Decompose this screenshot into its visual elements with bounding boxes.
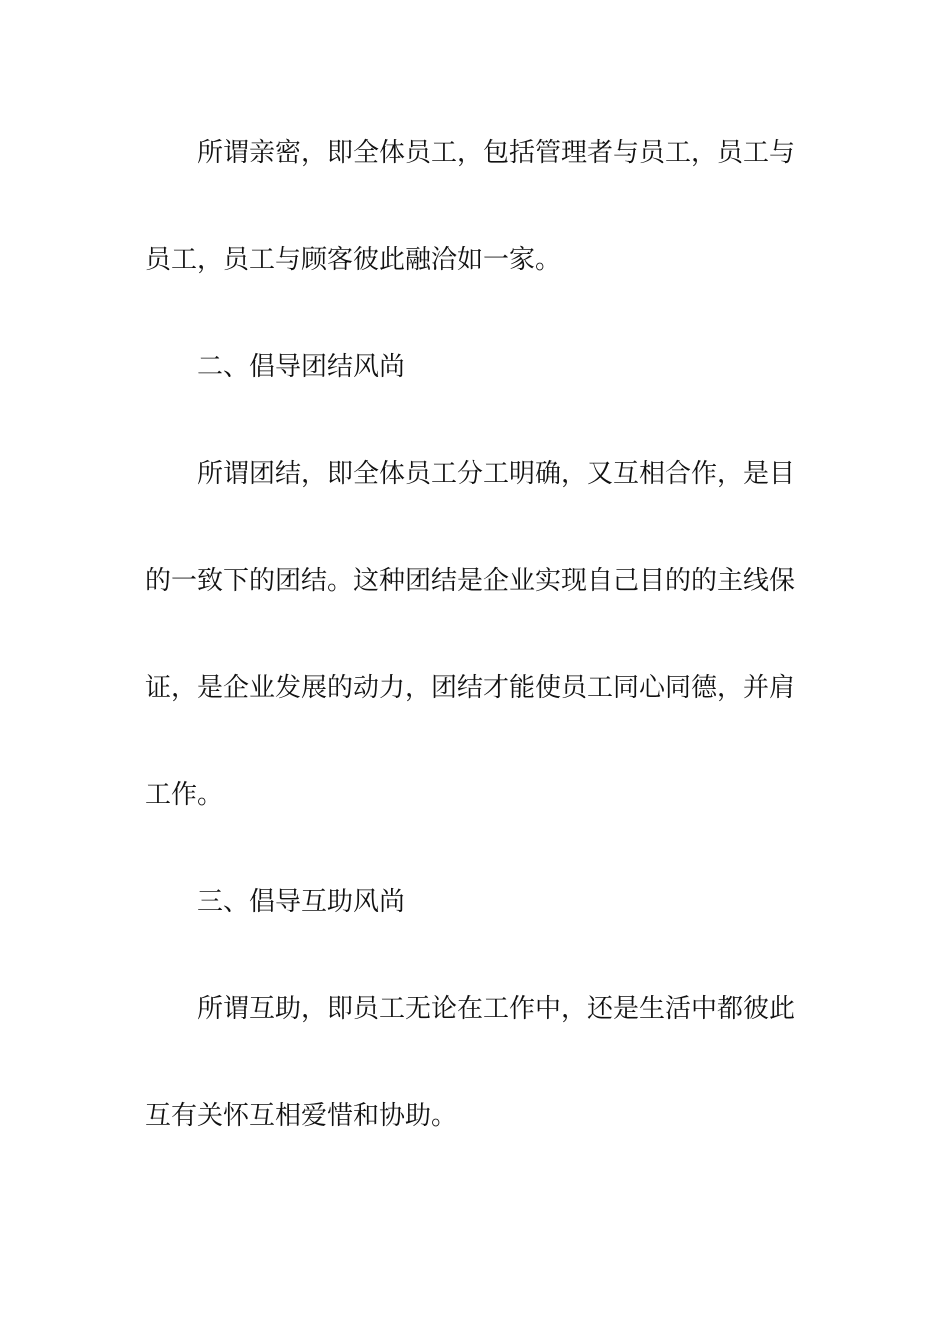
document-body [145,100,807,1170]
section-heading-mutual-aid: 三、倡导互助风尚 [197,887,406,917]
section-heading-unity: 二、倡导团结风尚 [197,352,406,382]
paragraph-unity-line-2: 的一致下的团结。这种团结是企业实现自己目的的主线保 [145,566,796,596]
paragraph-unity-line-1: 所谓团结，即全体员工分工明确，又互相合作，是目 [197,459,796,489]
paragraph-intimacy-line-1: 所谓亲密，即全体员工，包括管理者与员工，员工与 [197,138,796,168]
paragraph-unity-line-3: 证，是企业发展的动力，团结才能使员工同心同德，并肩 [145,673,796,703]
paragraph-intimacy-line-2: 员工，员工与顾客彼此融洽如一家。 [145,245,562,275]
paragraph-mutual-aid-line-2: 互有关怀互相爱惜和协助。 [145,1101,458,1131]
paragraph-unity-line-4: 工作。 [145,780,224,810]
paragraph-mutual-aid-line-1: 所谓互助，即员工无论在工作中，还是生活中都彼此 [197,994,796,1024]
